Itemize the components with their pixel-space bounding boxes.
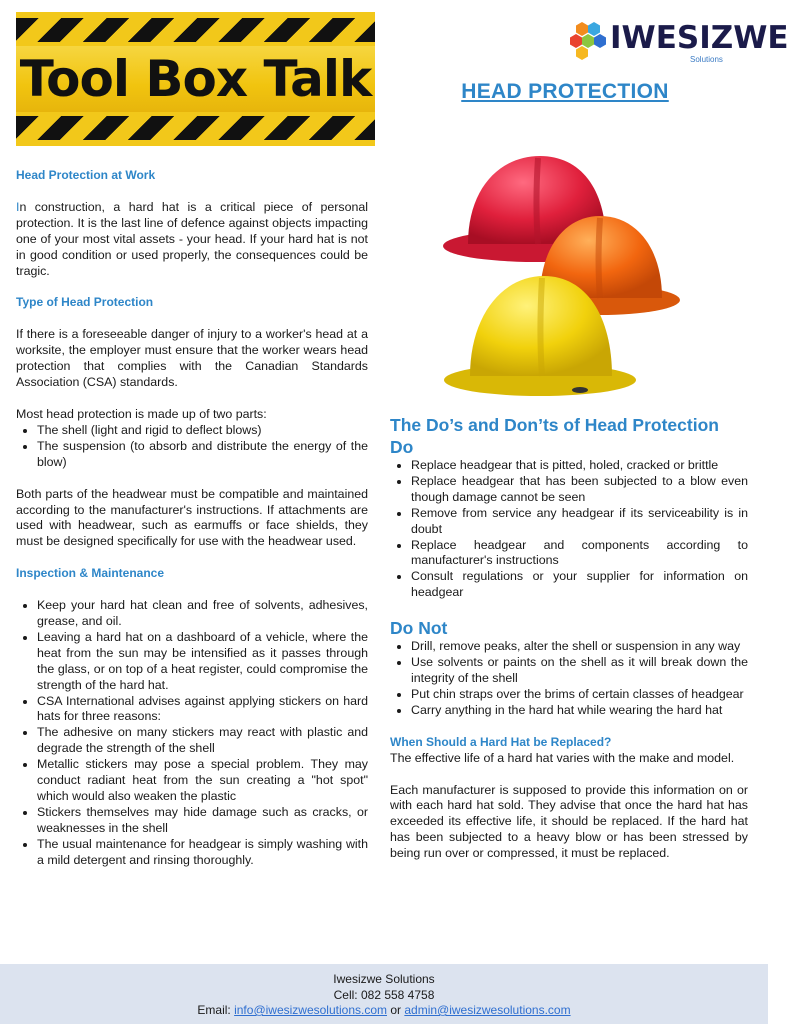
list-item: • Remove from service any headgear if its serviceability is in doubt bbox=[411, 506, 748, 538]
email-link-info[interactable]: info@iwesizwesolutions.com bbox=[234, 1003, 387, 1017]
do-not-list bbox=[390, 639, 748, 719]
list-item: • Consult regulations or your supplier for information on headgear bbox=[411, 569, 748, 601]
footer-or: or bbox=[387, 1003, 405, 1017]
email-link-admin[interactable]: admin@iwesizwesolutions.com bbox=[404, 1003, 571, 1017]
list-item: • CSA International advises against applying stickers on hard hats for three reasons: bbox=[37, 694, 368, 726]
list-item: • Replace headgear and components according to manufacturer's instructions bbox=[411, 538, 748, 570]
replace-paragraph-1: The effective life of a hard hat varies with the make and model. bbox=[390, 750, 735, 765]
banner-title: Tool Box Talk bbox=[19, 50, 372, 108]
footer-email-label: Email: bbox=[197, 1003, 235, 1017]
hard-hats-image bbox=[440, 148, 680, 398]
list-item: • The usual maintenance for headgear is simply washing with a mild detergent and rinsing thoroughly. bbox=[37, 837, 368, 869]
document-title: HEAD PROTECTION bbox=[461, 80, 669, 103]
right-column bbox=[390, 414, 748, 862]
intro-paragraph bbox=[16, 200, 368, 280]
intro-text: n construction, a hard hat is a critical piece of personal protection. It is the last line of defence against objects impacting one of your most vital assets - your head. If your hard hat is not in good condition or used properly, the consequences could be tragic. bbox=[16, 199, 368, 278]
list-item: • Replace headgear that has been subjected to a blow even though damage cannot be seen bbox=[411, 474, 748, 506]
tool-box-talk-banner bbox=[16, 12, 375, 146]
left-column bbox=[16, 168, 368, 869]
type-paragraph-1: If there is a foreseeable danger of injury to a worker's head at a worksite, the employer must ensure that the worker wears head protection that complies with the Canadian Standards Association (CSA) standards. bbox=[16, 327, 368, 390]
footer-cell: Cell: 082 558 4758 bbox=[333, 987, 435, 1002]
list-item: • The suspension (to absorb and distribute the energy of the blow) bbox=[37, 439, 368, 471]
do-list bbox=[390, 458, 748, 601]
heading-do-not: Do Not bbox=[390, 618, 448, 639]
drop-cap: I bbox=[16, 199, 20, 214]
list-item: • Leaving a hard hat on a dashboard of a vehicle, where the heat from the sun may be intensified as it passes through the glass, or on top of a heat register, could compromise the strength of the hard hat. bbox=[37, 630, 368, 694]
list-item: • Keep your hard hat clean and free of solvents, adhesives, grease, and oil. bbox=[37, 598, 368, 630]
list-item: • Metallic stickers may pose a special problem. They may conduct radiant heat from the sun creating a "hot spot" which would also weaken the plastic bbox=[37, 757, 368, 805]
footer-company: Iwesizwe Solutions bbox=[333, 972, 435, 986]
footer bbox=[0, 964, 768, 1024]
company-logo bbox=[566, 18, 789, 64]
heading-when-replace: When Should a Hard Hat be Replaced? bbox=[390, 734, 612, 749]
logo-subtitle: Solutions bbox=[690, 55, 723, 64]
list-item: • Drill, remove peaks, alter the shell or suspension in any way bbox=[411, 639, 748, 655]
list-item: • Put chin straps over the brims of certain classes of headgear bbox=[411, 687, 748, 703]
hazard-stripe-bottom bbox=[16, 116, 375, 140]
heading-inspection-maintenance: Inspection & Maintenance bbox=[16, 566, 165, 581]
list-item: • Use solvents or paints on the shell as it will break down the integrity of the shell bbox=[411, 655, 748, 687]
type-paragraph-2: Most head protection is made up of two parts: bbox=[16, 406, 267, 421]
hazard-stripe-top bbox=[16, 18, 375, 42]
list-item: • Replace headgear that is pitted, holed, cracked or brittle bbox=[411, 458, 748, 474]
heading-type-of-head-protection: Type of Head Protection bbox=[16, 295, 154, 310]
parts-list bbox=[16, 423, 368, 471]
list-item: • Stickers themselves may hide damage such as cracks, or weaknesses in the shell bbox=[37, 805, 368, 837]
heading-head-protection-at-work: Head Protection at Work bbox=[16, 168, 156, 182]
replace-paragraph-2: Each manufacturer is supposed to provide this information on or with each hard hat sold. They advise that once the hard hat has exceeded its effective life, it should be replaced. If the hard hat has been subjected to a heavy blow or has been stressed by being run over or compressed, it must be replaced. bbox=[390, 782, 748, 861]
list-item: • Carry anything in the hard hat while wearing the hard hat bbox=[411, 703, 748, 719]
logo-wordmark: IWESIZWE bbox=[610, 20, 789, 56]
list-item: • The adhesive on many stickers may react with plastic and degrade the strength of the shell bbox=[37, 725, 368, 757]
type-paragraph-3: Both parts of the headwear must be compatible and maintained according to the manufacturer's instructions. If attachments are used with headwear, such as earmuffs or face shields, they must be designed specifically for use with the headwear used. bbox=[16, 486, 368, 549]
heading-do: Do bbox=[390, 437, 414, 457]
heading-dos-and-donts: The Do’s and Don’ts of Head Protection bbox=[390, 415, 719, 435]
footer-email-line bbox=[0, 1003, 768, 1019]
inspection-list bbox=[16, 598, 368, 868]
list-item: • The shell (light and rigid to deflect blows) bbox=[37, 423, 368, 439]
